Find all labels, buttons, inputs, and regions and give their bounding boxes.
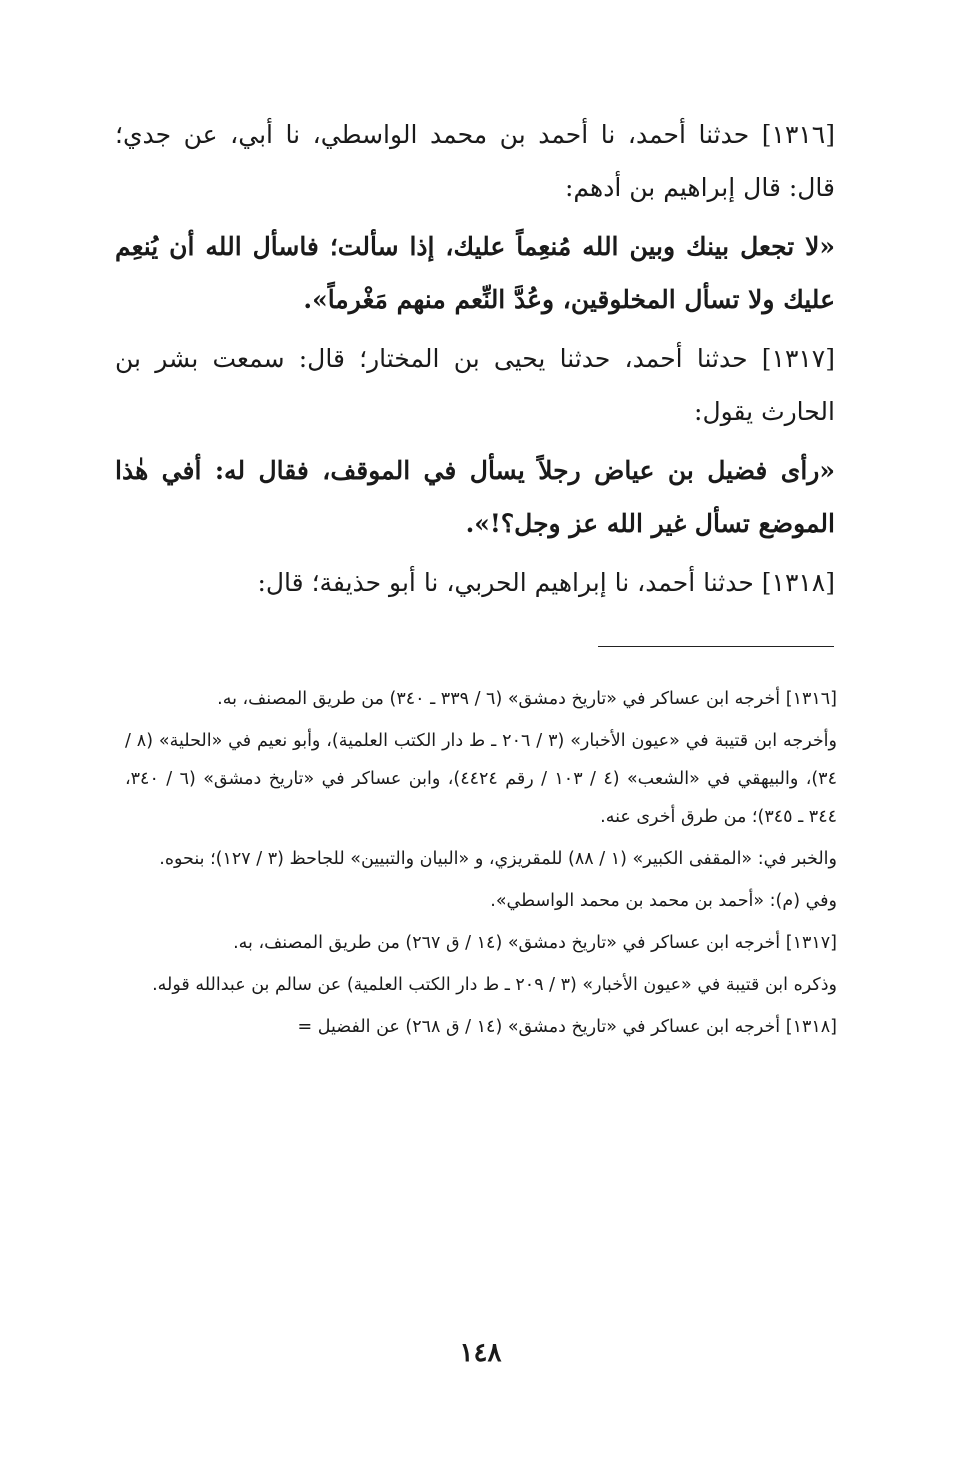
main-text	[115, 108, 835, 615]
footnotes	[125, 680, 837, 1050]
footnote-1317-sources: وذكره ابن قتيبة في «عيون الأخبار» (٣ / ٢٠٩ ـ ط دار الكتب العلمية) عن سالم بن عبدالله قوله.	[152, 975, 837, 995]
hadith-1316-quote: «لا تجعل بينك وبين الله مُنعِماً عليك، إذا سألت؛ فاسأل الله أن يُنعِم عليك ولا تسأل المخلوقين، وعُدَّ النِّعم منهم مَغْرماً».	[115, 232, 835, 314]
hadith-1317-chain: [١٣١٧] حدثنا أحمد، حدثنا يحيى بن المختار؛ قال: سمعت بشر بن الحارث يقول:	[115, 344, 835, 426]
footnote-1316-variant: وفي (م): «أحمد بن محمد بن محمد الواسطي».	[490, 891, 837, 911]
footnote-1318: [١٣١٨] أخرجه ابن عساكر في «تاريخ دمشق» (١٤ / ق ٢٦٨) عن الفضيل =	[297, 1017, 837, 1037]
footnote-1316-parallels: والخبر في: «المقفى الكبير» (١ / ٨٨) للمقريزي، و «البيان والتبيين» للجاحظ (٣ / ١٢٧)؛ بنحوه.	[159, 849, 837, 869]
footnote-divider	[598, 646, 834, 647]
footnote-1316-sources: وأخرجه ابن قتيبة في «عيون الأخبار» (٣ / ٢٠٦ ـ ط دار الكتب العلمية)، وأبو نعيم في «الحلية» (٨ / ٣٤)، والبيهقي في «الشعب» (٤ / ١٠٣ / رقم ٤٤٢٤)، وابن عساكر في «تاريخ دمشق» (٦ / ٣٤٠، ٣٤٤ ـ ٣٤٥)؛ من طرق أخرى عنه.	[125, 731, 837, 827]
footnote-1317: [١٣١٧] أخرجه ابن عساكر في «تاريخ دمشق» (١٤ / ق ٢٦٧) من طريق المصنف، به.	[233, 933, 837, 953]
hadith-1317-quote: «رأى فضيل بن عياض رجلاً يسأل في الموقف، فقال له: أفي هٰذا الموضع تسأل غير الله عز وجل؟!».	[115, 456, 835, 538]
footnote-1316: [١٣١٦] أخرجه ابن عساكر في «تاريخ دمشق» (٦ / ٣٣٩ ـ ٣٤٠) من طريق المصنف، به.	[217, 689, 837, 709]
hadith-1316-chain: [١٣١٦] حدثنا أحمد، نا أحمد بن محمد الواسطي، نا أبي، عن جدي؛ قال: قال إبراهيم بن أدهم:	[115, 120, 835, 202]
hadith-1318-chain: [١٣١٨] حدثنا أحمد، نا إبراهيم الحربي، نا أبو حذيفة؛ قال:	[257, 568, 835, 597]
page-number: ١٤٨	[459, 1338, 502, 1368]
